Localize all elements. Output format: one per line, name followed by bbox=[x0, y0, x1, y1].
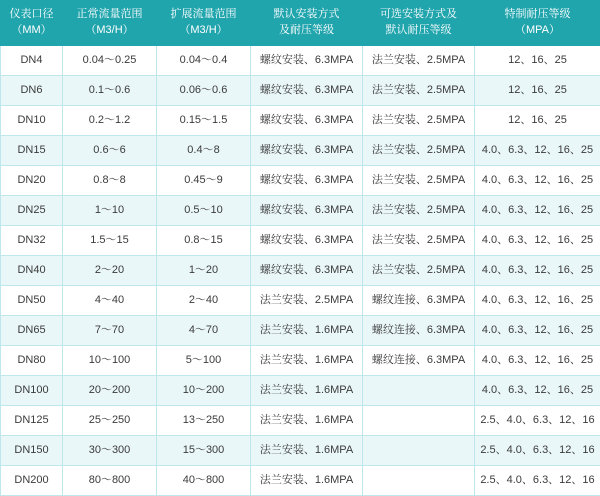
cell-custom-pressure: 12、16、25 bbox=[475, 105, 600, 135]
cell-custom-pressure: 2.5、4.0、6.3、12、16 bbox=[475, 405, 600, 435]
cell-normal-flow: 0.6～6 bbox=[63, 135, 157, 165]
cell-default-installation: 法兰安装、1.6MPA bbox=[251, 345, 363, 375]
cell-diameter: DN4 bbox=[1, 45, 63, 75]
cell-extended-flow: 0.8～15 bbox=[157, 225, 251, 255]
cell-custom-pressure: 4.0、6.3、12、16、25 bbox=[475, 195, 600, 225]
cell-diameter: DN20 bbox=[1, 165, 63, 195]
cell-diameter: DN100 bbox=[1, 375, 63, 405]
cell-extended-flow: 2～40 bbox=[157, 285, 251, 315]
column-header-extended-flow-range: 扩展流量范围 （M3/H） bbox=[157, 1, 251, 46]
cell-optional-installation: 法兰安装、2.5MPA bbox=[363, 165, 475, 195]
cell-diameter: DN200 bbox=[1, 465, 63, 495]
cell-extended-flow: 0.06～0.6 bbox=[157, 75, 251, 105]
cell-optional-installation: 法兰安装、2.5MPA bbox=[363, 195, 475, 225]
cell-normal-flow: 0.04～0.25 bbox=[63, 45, 157, 75]
cell-normal-flow: 0.8～8 bbox=[63, 165, 157, 195]
cell-normal-flow: 7～70 bbox=[63, 315, 157, 345]
cell-custom-pressure: 4.0、6.3、12、16、25 bbox=[475, 255, 600, 285]
cell-custom-pressure: 4.0、6.3、12、16、25 bbox=[475, 345, 600, 375]
cell-normal-flow: 2～20 bbox=[63, 255, 157, 285]
cell-optional-installation bbox=[363, 435, 475, 465]
cell-diameter: DN125 bbox=[1, 405, 63, 435]
cell-normal-flow: 0.1～0.6 bbox=[63, 75, 157, 105]
table-row bbox=[1, 165, 600, 195]
cell-default-installation: 螺纹安装、6.3MPA bbox=[251, 195, 363, 225]
cell-extended-flow: 0.04～0.4 bbox=[157, 45, 251, 75]
cell-default-installation: 螺纹安装、6.3MPA bbox=[251, 105, 363, 135]
cell-normal-flow: 80～800 bbox=[63, 465, 157, 495]
cell-custom-pressure: 12、16、25 bbox=[475, 45, 600, 75]
table-row bbox=[1, 375, 600, 405]
cell-extended-flow: 40～800 bbox=[157, 465, 251, 495]
cell-custom-pressure: 4.0、6.3、12、16、25 bbox=[475, 225, 600, 255]
table-row bbox=[1, 75, 600, 105]
column-header-custom-pressure-rating: 特制耐压等级 （MPA） bbox=[475, 1, 600, 46]
table-row bbox=[1, 135, 600, 165]
cell-custom-pressure: 4.0、6.3、12、16、25 bbox=[475, 285, 600, 315]
cell-default-installation: 螺纹安装、6.3MPA bbox=[251, 255, 363, 285]
column-header-diameter: 仪表口径 （MM） bbox=[1, 1, 63, 46]
cell-diameter: DN80 bbox=[1, 345, 63, 375]
cell-default-installation: 法兰安装、2.5MPA bbox=[251, 285, 363, 315]
cell-optional-installation: 法兰安装、2.5MPA bbox=[363, 255, 475, 285]
cell-default-installation: 螺纹安装、6.3MPA bbox=[251, 135, 363, 165]
cell-extended-flow: 0.45～9 bbox=[157, 165, 251, 195]
cell-default-installation: 法兰安装、1.6MPA bbox=[251, 405, 363, 435]
table-row bbox=[1, 255, 600, 285]
cell-diameter: DN25 bbox=[1, 195, 63, 225]
cell-normal-flow: 10～100 bbox=[63, 345, 157, 375]
cell-extended-flow: 0.5～10 bbox=[157, 195, 251, 225]
cell-diameter: DN32 bbox=[1, 225, 63, 255]
cell-optional-installation: 螺纹连接、6.3MPA bbox=[363, 285, 475, 315]
cell-normal-flow: 4～40 bbox=[63, 285, 157, 315]
cell-normal-flow: 30～300 bbox=[63, 435, 157, 465]
cell-custom-pressure: 4.0、6.3、12、16、25 bbox=[475, 315, 600, 345]
cell-optional-installation bbox=[363, 375, 475, 405]
cell-normal-flow: 1～10 bbox=[63, 195, 157, 225]
cell-optional-installation: 螺纹连接、6.3MPA bbox=[363, 315, 475, 345]
table-row bbox=[1, 225, 600, 255]
cell-default-installation: 法兰安装、1.6MPA bbox=[251, 375, 363, 405]
table-row bbox=[1, 405, 600, 435]
cell-optional-installation bbox=[363, 465, 475, 495]
cell-optional-installation: 法兰安装、2.5MPA bbox=[363, 135, 475, 165]
cell-custom-pressure: 2.5、4.0、6.3、12、16 bbox=[475, 465, 600, 495]
table-row bbox=[1, 45, 600, 75]
cell-normal-flow: 0.2～1.2 bbox=[63, 105, 157, 135]
cell-optional-installation: 法兰安装、2.5MPA bbox=[363, 45, 475, 75]
table-row bbox=[1, 195, 600, 225]
table-body bbox=[1, 45, 600, 495]
cell-extended-flow: 1～20 bbox=[157, 255, 251, 285]
cell-default-installation: 螺纹安装、6.3MPA bbox=[251, 45, 363, 75]
cell-default-installation: 法兰安装、1.6MPA bbox=[251, 435, 363, 465]
cell-diameter: DN150 bbox=[1, 435, 63, 465]
cell-diameter: DN40 bbox=[1, 255, 63, 285]
cell-custom-pressure: 12、16、25 bbox=[475, 75, 600, 105]
cell-diameter: DN15 bbox=[1, 135, 63, 165]
column-header-default-installation: 默认安装方式 及耐压等级 bbox=[251, 1, 363, 46]
cell-default-installation: 螺纹安装、6.3MPA bbox=[251, 75, 363, 105]
cell-extended-flow: 0.15～1.5 bbox=[157, 105, 251, 135]
column-header-optional-installation: 可选安装方式及 默认耐压等级 bbox=[363, 1, 475, 46]
table-row bbox=[1, 345, 600, 375]
cell-custom-pressure: 2.5、4.0、6.3、12、16 bbox=[475, 435, 600, 465]
cell-normal-flow: 20～200 bbox=[63, 375, 157, 405]
cell-extended-flow: 15～300 bbox=[157, 435, 251, 465]
cell-custom-pressure: 4.0、6.3、12、16、25 bbox=[475, 375, 600, 405]
table-header bbox=[1, 1, 600, 46]
cell-extended-flow: 5～100 bbox=[157, 345, 251, 375]
cell-default-installation: 螺纹安装、6.3MPA bbox=[251, 165, 363, 195]
cell-optional-installation: 法兰安装、2.5MPA bbox=[363, 75, 475, 105]
cell-optional-installation: 法兰安装、2.5MPA bbox=[363, 225, 475, 255]
cell-diameter: DN65 bbox=[1, 315, 63, 345]
cell-normal-flow: 1.5～15 bbox=[63, 225, 157, 255]
cell-extended-flow: 4～70 bbox=[157, 315, 251, 345]
table-row bbox=[1, 465, 600, 495]
table-row bbox=[1, 435, 600, 465]
cell-custom-pressure: 4.0、6.3、12、16、25 bbox=[475, 165, 600, 195]
cell-normal-flow: 25～250 bbox=[63, 405, 157, 435]
cell-extended-flow: 0.4～8 bbox=[157, 135, 251, 165]
table-row bbox=[1, 285, 600, 315]
header-row bbox=[1, 1, 600, 46]
cell-extended-flow: 10～200 bbox=[157, 375, 251, 405]
cell-diameter: DN50 bbox=[1, 285, 63, 315]
cell-diameter: DN10 bbox=[1, 105, 63, 135]
cell-custom-pressure: 4.0、6.3、12、16、25 bbox=[475, 135, 600, 165]
cell-extended-flow: 13～250 bbox=[157, 405, 251, 435]
cell-optional-installation: 法兰安装、2.5MPA bbox=[363, 105, 475, 135]
cell-default-installation: 法兰安装、1.6MPA bbox=[251, 315, 363, 345]
cell-optional-installation bbox=[363, 405, 475, 435]
cell-diameter: DN6 bbox=[1, 75, 63, 105]
cell-default-installation: 螺纹安装、6.3MPA bbox=[251, 225, 363, 255]
column-header-normal-flow-range: 正常流量范围 （M3/H） bbox=[63, 1, 157, 46]
cell-optional-installation: 螺纹连接、6.3MPA bbox=[363, 345, 475, 375]
table-row bbox=[1, 315, 600, 345]
table-row bbox=[1, 105, 600, 135]
cell-default-installation: 法兰安装、1.6MPA bbox=[251, 465, 363, 495]
